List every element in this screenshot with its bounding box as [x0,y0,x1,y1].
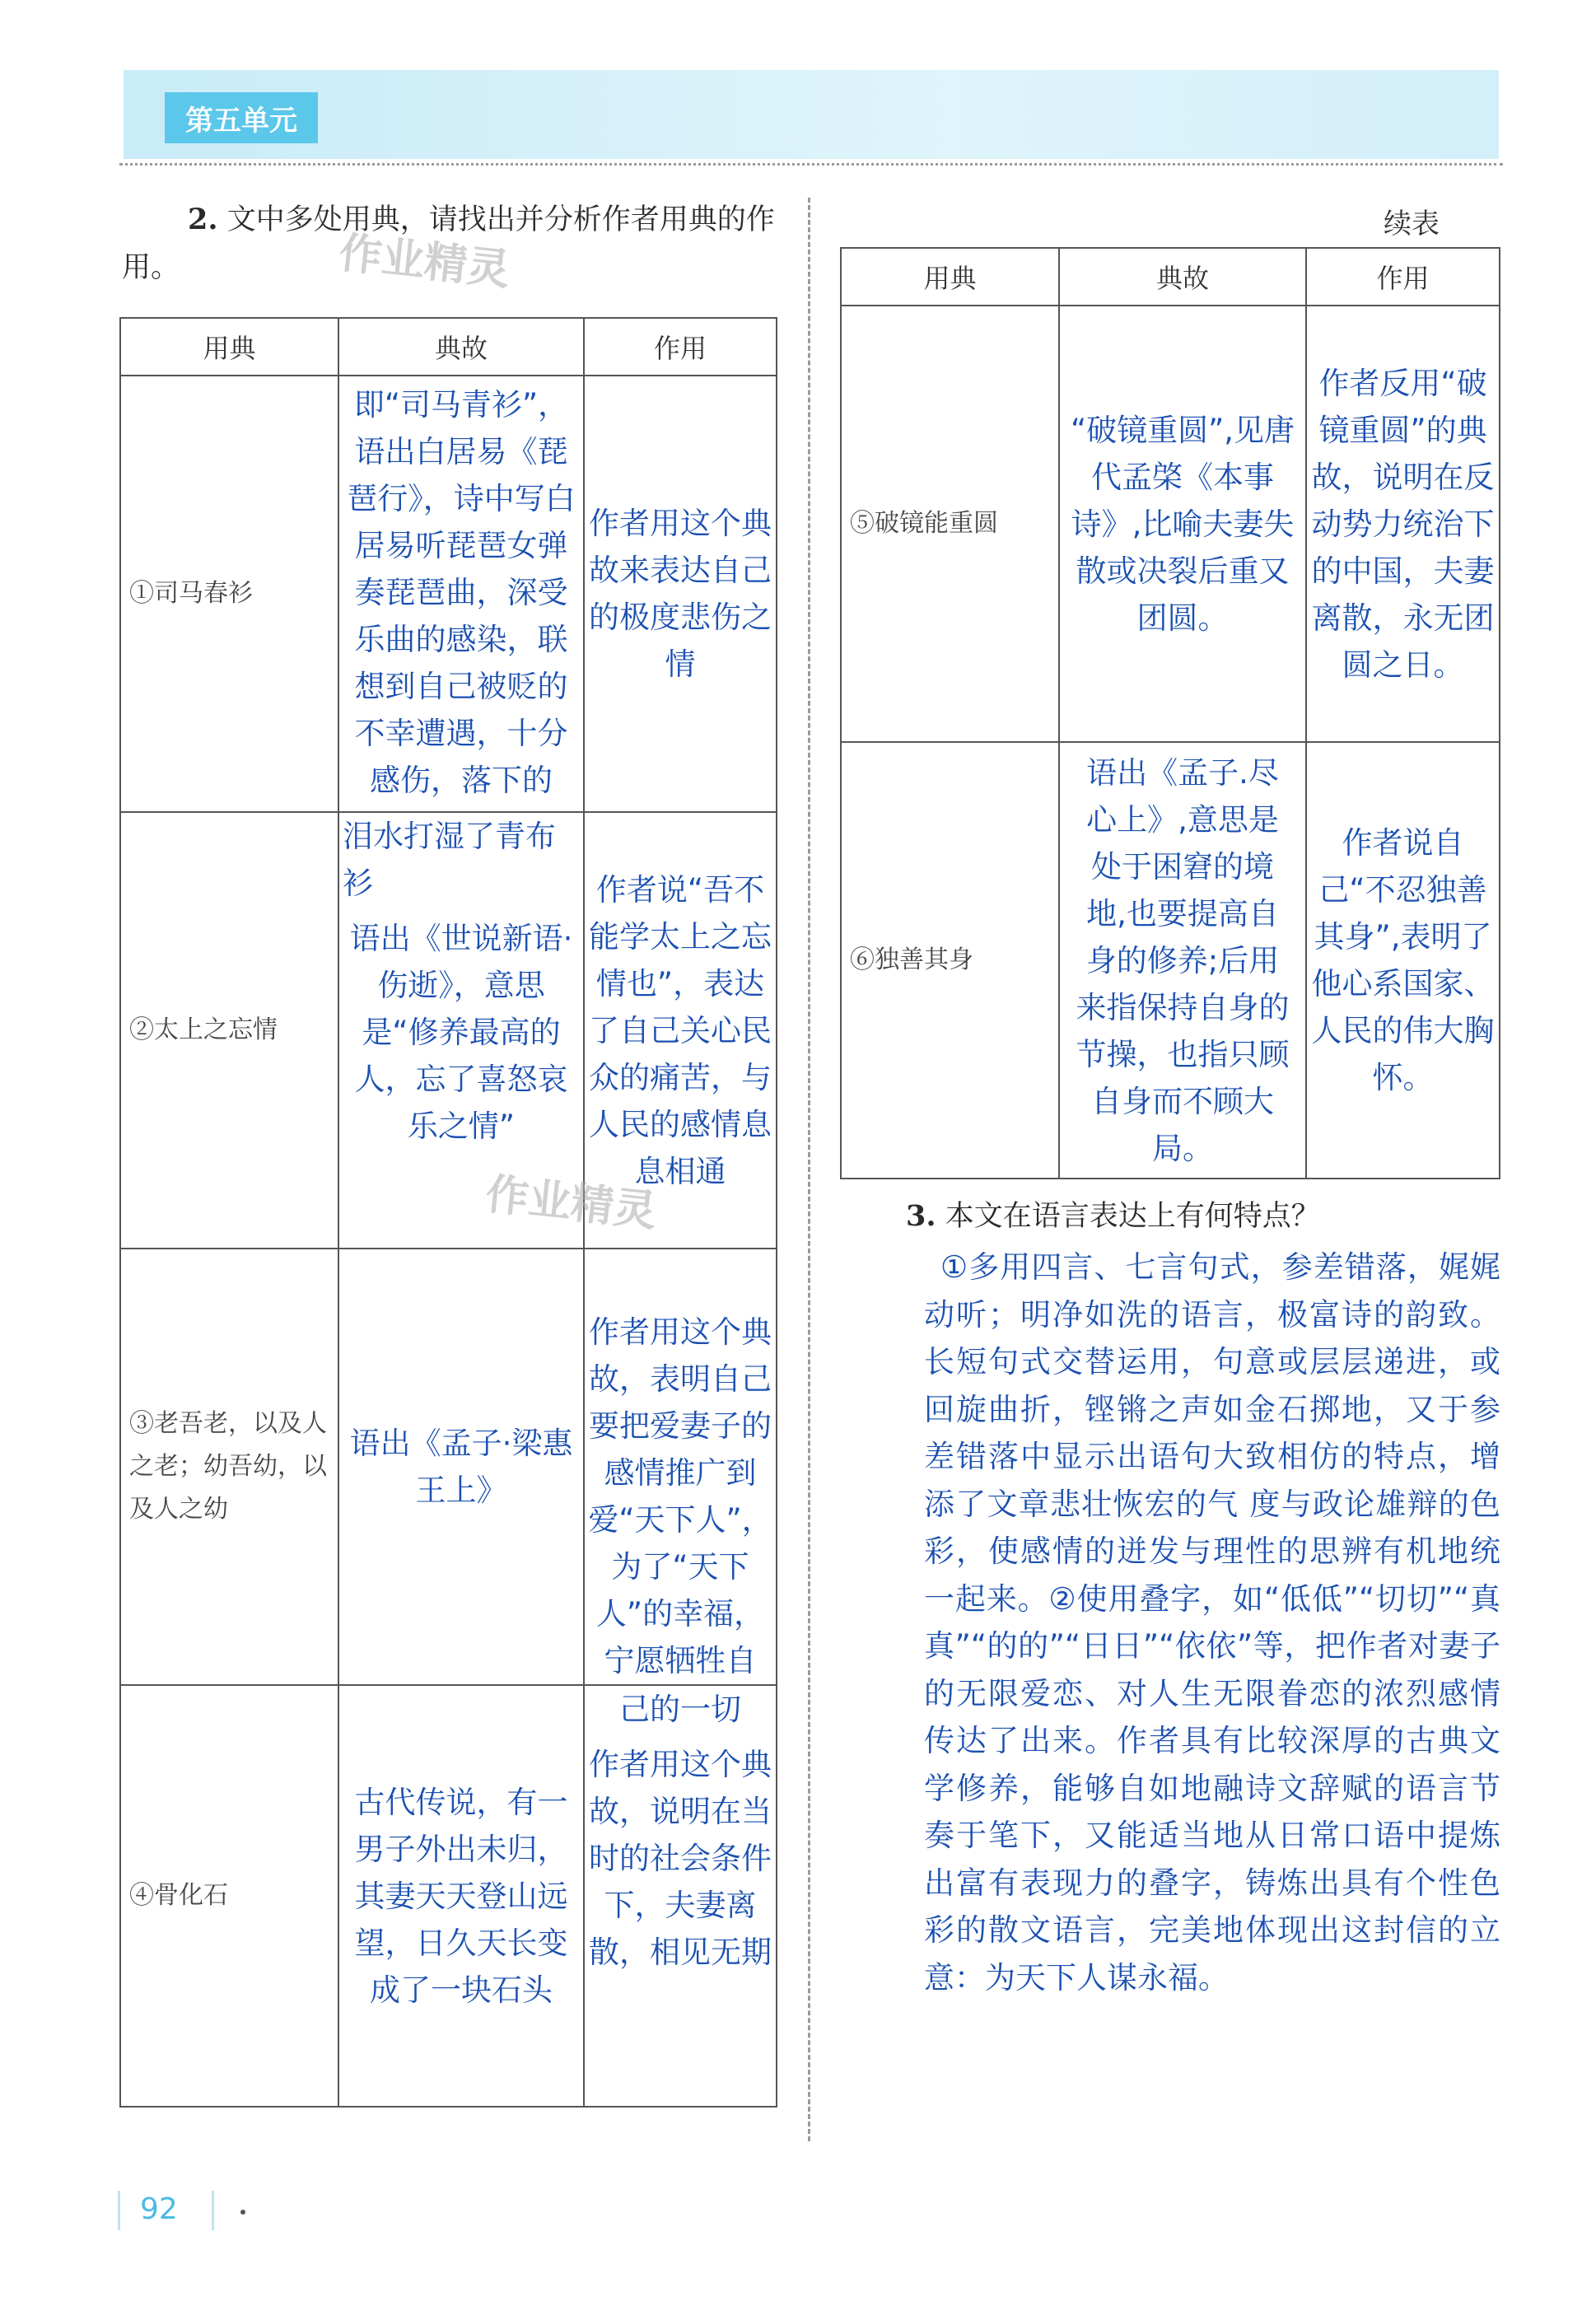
question-number: 3. [906,1199,936,1233]
column-header: 用典 [841,248,1059,306]
source-cell: 语出《孟子·梁惠王上》 [338,1249,584,1685]
continued-table-label: 续表 [1384,208,1440,240]
question-3 [906,1193,1482,1240]
table-row [120,1249,777,1685]
question-number: 2. [188,203,218,236]
effect-cell [584,1685,777,2107]
effect-cell: 作者说“吾不能学太上之忘情也”，表达了自己关心民众的痛苦，与人民的感情息息相通 [584,812,777,1249]
column-header: 典故 [338,318,584,376]
column-header: 典故 [1059,248,1306,306]
allusion-table-right [840,247,1500,1179]
table-row [120,1685,777,2107]
effect-cell: 作者用这个典故，表明自己要把爱妻子的感情推广到爱“天下人”，为了“天下人”的幸福，宁愿牺牲自 [584,1249,777,1685]
page-dot [240,2210,245,2215]
header-divider [119,163,1503,166]
column-header: 作用 [1306,248,1500,306]
allusion-table-left [119,317,777,2108]
effect-cell: 作者反用“破镜重圆”的典故，说明在反动势力统治下的中国，夫妻离散，永无团圆之日。 [1306,306,1500,742]
effect-cell: 作者说自己“不忍独善其身”,表明了他心系国家、人民的伟大胸怀。 [1306,742,1500,1179]
allusion-cell: ④骨化石 [120,1685,338,2107]
allusion-cell: ①司马春衫 [120,376,338,812]
source-continuation: 泪水打湿了青布衫 [343,819,556,901]
watermark: 作业精灵 [336,228,513,296]
unit-label: 第五单元 [165,92,318,143]
watermark: 作业精灵 [483,1169,660,1237]
table-header-row [120,318,777,376]
column-header: 用典 [120,318,338,376]
page-number-bar [212,2191,214,2230]
question-text: 本文在语言表达上有何特点？ [945,1200,1320,1233]
source-cell: 语出《孟子.尽心上》,意思是处于困窘的境地,也要提高自身的修养;后用来指保持自身的节操，也指只顾自身而不顾大局。 [1059,742,1306,1179]
answer-3: ①多用四言、七言句式，参差错落，娓娓动听；明净如洗的语言，极富诗的韵致。长短句式交替运用，句意或层层递进，或回旋曲折，铿锵之声如金石掷地，又于参差错落中显示出语句大致相仿的特点，增添了文章悲壮恢宏的气 度与政论雄辩的色彩，使感情的迸发与理性的思辨有机地统一起来。②使用叠字，如“低低”“切切”“真真”“的的”“日日”“依依”等，把作者对妻子的无限爱恋、对人生无限眷恋的浓烈感情传达了出来。作者具有比较深厚的古典文学修养，能够自如地融诗文辞赋的语言节奏于笔下，又能适当地从日常口语中提炼出富有表现力的叠字，铸炼出具有个性色彩的散文语言，完美地体现出这封信的立意：为天下人谋永福。 [924,1249,1500,1996]
effect-continuation: 己的一切 [619,1692,741,1727]
page-number: 92 [140,2192,178,2226]
effect-cell: 作者用这个典故来表达自己的极度悲伤之情 [584,376,777,812]
allusion-cell: ⑤破镜能重圆 [841,306,1059,742]
source-cell: 古代传说，有一男子外出未归，其妻天天登山远望，日久天长变成了一块石头 [338,1685,584,2107]
source-cell: 即“司马青衫”，语出白居易《琵琶行》，诗中写白居易听琵琶女弹奏琵琶曲，深受乐曲的感染，联想到自己被贬的不幸遭遇，十分感伤，落下的 [338,376,584,812]
allusion-cell: ⑥独善其身 [841,742,1059,1179]
unit-header-band [124,70,1499,159]
column-divider [808,198,810,2141]
effect-text: 作者用这个典故，说明在当时的社会条件下，夫妻离散，相见无期 [589,1747,772,1970]
table-row [120,812,777,1249]
source-text: 语出《世说新语·伤逝》，意思是“修养最高的人，忘了喜怒哀乐之情” [349,921,573,1144]
source-cell: “破镜重圆”,见唐代孟棨《本事诗》,比喻夫妻失散或决裂后重又团圆。 [1059,306,1306,742]
table-row [120,376,777,812]
table-row [841,306,1500,742]
allusion-cell: ③老吾老，以及人之老；幼吾幼，以及人之幼 [120,1249,338,1685]
page-number-bar [118,2191,120,2230]
table-row [841,742,1500,1179]
allusion-cell: ②太上之忘情 [120,812,338,1249]
column-header: 作用 [584,318,777,376]
question-text: 文中多处用典，请找出并分析作者用典的作用。 [122,203,775,284]
table-header-row [841,248,1500,306]
